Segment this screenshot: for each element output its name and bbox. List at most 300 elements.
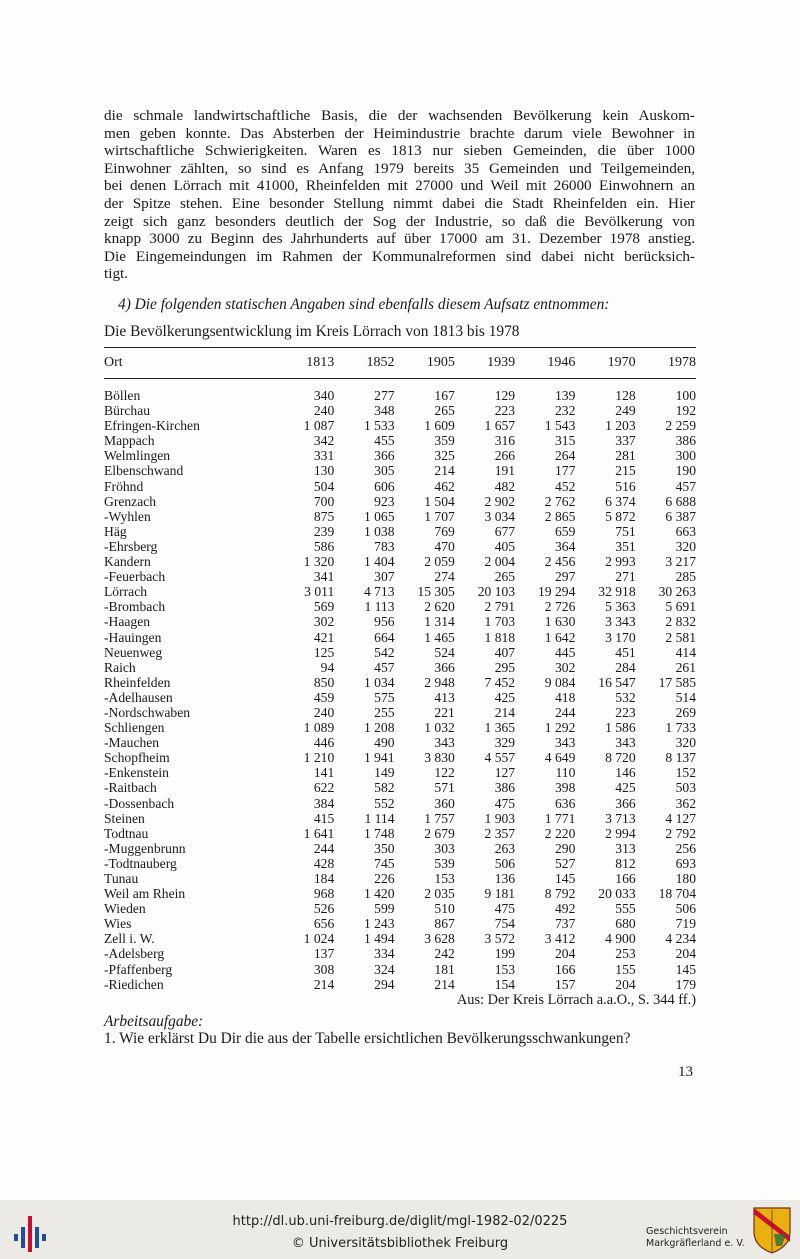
population-cell: 582 [374,780,395,796]
population-cell: 181 [434,961,455,977]
table-row [104,871,696,886]
table-row [104,463,696,478]
population-cell: 180 [675,871,696,886]
population-cell: 850 [313,674,335,690]
population-cell: 700 [313,493,335,509]
population-cell: 320 [675,538,696,554]
population-cell: 1 941 [363,750,395,766]
place-name-cell: Elbenschwand [104,463,184,479]
population-cell: 3 830 [424,750,455,766]
population-cell: 455 [374,433,395,449]
place-name-cell: Bürchau [104,403,151,419]
population-cell: 3 572 [484,931,516,947]
place-name-cell: Wieden [104,901,146,917]
place-name-cell: -Riedichen [104,976,164,992]
population-cell: 100 [675,388,696,403]
population-cell: 155 [615,961,636,977]
population-cell: 510 [434,901,455,917]
place-name-cell: Raich [104,659,136,675]
population-cell: 1 641 [303,825,335,841]
intro-line: knapp 3000 zu Beginn des Jahrhunderts auf über 17000 am 31. Dezember 1978 anstieg. [104,230,695,248]
population-cell: 1 586 [605,720,636,736]
table-row [104,977,696,992]
population-cell: 366 [434,659,455,675]
population-cell: 6 387 [665,508,696,524]
population-cell: 3 628 [424,931,455,947]
place-name-cell: Mappach [104,433,155,449]
population-cell: 1 024 [303,931,335,947]
population-cell: 2 004 [484,554,516,570]
population-cell: 2 762 [544,493,576,509]
population-cell: 316 [494,433,516,449]
population-cell: 215 [615,463,636,479]
population-cell: 3 713 [605,810,636,826]
population-cell: 1 038 [363,523,395,539]
population-cell: 462 [434,478,455,494]
table-row [104,660,696,675]
table-row [104,780,696,795]
population-cell: 223 [494,403,516,419]
population-cell: 2 620 [424,599,455,615]
population-cell: 157 [554,976,576,992]
population-cell: 285 [675,569,696,585]
population-cell: 364 [554,538,576,554]
population-cell: 386 [494,780,516,796]
population-cell: 606 [374,478,395,494]
place-name-cell: -Wyhlen [104,508,151,524]
population-cell: 297 [554,569,576,585]
population-cell: 1 089 [303,720,335,736]
table-row [104,826,696,841]
population-cell: 177 [554,463,576,479]
population-cell: 1 630 [544,614,576,630]
population-cell: 1 113 [364,599,395,615]
population-cell: 636 [554,795,576,811]
population-cell: 4 900 [605,931,636,947]
table-row [104,901,696,916]
population-cell: 425 [494,689,516,705]
population-cell: 812 [615,855,636,871]
population-cell: 214 [434,976,455,992]
table-row [104,494,696,509]
society-line-2: Markgräflerland e. V. [646,1238,745,1249]
population-cell: 482 [494,478,516,494]
population-cell: 3 011 [304,584,335,600]
table-row [104,675,696,690]
population-cell: 867 [434,916,455,932]
population-cell: 269 [675,704,696,720]
population-cell: 418 [554,689,576,705]
population-cell: 1 494 [363,931,395,947]
population-cell: 503 [675,780,696,796]
column-header: 1852 [334,348,394,379]
column-header: 1939 [455,348,515,379]
population-cell: 281 [615,448,636,464]
table-row [104,886,696,901]
population-cell: 1 203 [605,418,636,434]
population-cell: 146 [615,765,636,781]
population-cell: 30 263 [658,584,696,600]
place-name-cell: -Enkenstein [104,765,169,781]
population-table [104,347,696,992]
population-cell: 2 679 [424,825,455,841]
population-cell: 1 210 [303,750,335,766]
population-cell: 141 [313,765,335,781]
place-name-cell: -Dossenbach [104,795,175,811]
population-cell: 337 [615,433,636,449]
population-cell: 294 [374,976,395,992]
population-cell: 2 357 [484,825,516,841]
table-row [104,750,696,765]
population-cell: 4 557 [484,750,516,766]
place-name-cell: Weil am Rhein [104,886,186,902]
population-cell: 2 865 [544,508,576,524]
place-name-cell: Tunau [104,871,139,886]
population-cell: 677 [494,523,516,539]
place-name-cell: -Feuerbach [104,569,166,585]
population-cell: 5 363 [605,599,636,615]
population-cell: 875 [313,508,335,524]
population-cell: 154 [494,976,516,992]
population-cell: 2 994 [605,825,636,841]
population-cell: 256 [675,840,696,856]
source-citation: Aus: Der Kreis Lörrach a.a.O., S. 344 ff.) [456,992,696,1008]
place-name-cell: -Muggenbrunn [104,840,186,856]
task-heading: Arbeitsaufgabe: [104,1013,204,1030]
population-cell: 110 [555,765,576,781]
population-cell: 348 [374,403,395,419]
page-number: 13 [678,1064,693,1080]
task-question: 1. Wie erklärst Du Dir die aus der Tabelle ersichtlichen Bevölkerungsschwankungen? [104,1030,631,1047]
population-cell: 139 [554,388,576,403]
population-cell: 308 [313,961,335,977]
population-cell: 452 [554,478,576,494]
population-cell: 1 320 [303,554,335,570]
population-cell: 290 [554,840,576,856]
population-cell: 199 [494,946,516,962]
intro-line: zeigt sich ganz besonders deutlich der Sog der Industrie, so daß die Bevölkerung von [104,212,695,230]
column-header: 1813 [274,348,334,379]
population-cell: 659 [554,523,576,539]
population-cell: 204 [615,976,636,992]
population-cell: 737 [554,916,576,932]
place-name-cell: Fröhnd [104,478,144,494]
population-cell: 3 412 [544,931,576,947]
population-cell: 1 533 [363,418,395,434]
population-cell: 7 452 [484,674,516,690]
place-name-cell: Kandern [104,554,151,570]
population-cell: 504 [313,478,335,494]
population-cell: 145 [554,871,576,886]
population-cell: 923 [374,493,395,509]
population-cell: 130 [313,463,335,479]
population-cell: 232 [554,403,576,419]
population-cell: 305 [374,463,395,479]
place-name-cell: -Haagen [104,614,151,630]
population-cell: 300 [675,448,696,464]
place-name-cell: Schliengen [104,720,165,736]
population-cell: 152 [675,765,696,781]
population-cell: 413 [434,689,455,705]
population-cell: 190 [675,463,696,479]
population-cell: 149 [374,765,395,781]
table-row [104,720,696,735]
population-cell: 350 [374,840,395,856]
population-cell: 8 137 [665,750,696,766]
population-cell: 599 [374,901,395,917]
population-cell: 527 [554,855,576,871]
population-cell: 1 034 [363,674,395,690]
population-cell: 179 [675,976,696,992]
population-cell: 664 [374,629,395,645]
population-cell: 340 [313,388,335,403]
table-row [104,931,696,946]
table-row [104,403,696,418]
population-cell: 302 [313,614,335,630]
population-cell: 516 [615,478,636,494]
table-row [104,509,696,524]
table-row [104,811,696,826]
population-cell: 421 [313,629,335,645]
population-cell: 1 292 [544,720,576,736]
table-row [104,841,696,856]
place-name-cell: Todtnau [104,825,149,841]
population-cell: 663 [675,523,696,539]
table-row [104,418,696,433]
population-cell: 1 114 [364,810,395,826]
population-cell: 153 [434,871,455,886]
population-cell: 1 404 [363,554,395,570]
table-row [104,916,696,931]
population-cell: 145 [675,961,696,977]
table-body [104,379,696,992]
population-cell: 313 [615,840,636,856]
table-row [104,554,696,569]
population-cell: 18 704 [658,886,696,902]
intro-line: die schmale landwirtschaftliche Basis, die der wachsenden Bevölkerung kein Auskom- [104,107,695,124]
population-cell: 524 [434,644,455,660]
intro-line: Die Eingemeindungen im Rahmen der Kommunalreformen sind dabei nicht berücksich- [104,247,695,265]
population-cell: 539 [434,855,455,871]
population-cell: 4 234 [665,931,696,947]
place-name-cell: Neuenweg [104,644,163,660]
population-cell: 569 [313,599,335,615]
place-name-cell: -Adelsberg [104,946,165,962]
population-cell: 266 [494,448,516,464]
population-cell: 3 217 [665,554,696,570]
population-cell: 204 [675,946,696,962]
table-row [104,584,696,599]
population-cell: 303 [434,840,455,856]
population-cell: 405 [494,538,516,554]
population-cell: 555 [615,901,636,917]
population-cell: 302 [554,659,576,675]
population-cell: 1 903 [484,810,516,826]
population-cell: 19 294 [537,584,576,600]
table-row [104,630,696,645]
population-cell: 9 084 [544,674,576,690]
population-cell: 586 [313,538,335,554]
table-row [104,524,696,539]
population-cell: 1 465 [424,629,455,645]
population-cell: 265 [434,403,455,419]
population-cell: 2 259 [665,418,696,434]
population-cell: 136 [494,871,516,886]
place-name-cell: Steinen [104,810,145,826]
population-cell: 526 [313,901,335,917]
population-cell: 359 [434,433,455,449]
table-row [104,962,696,977]
population-cell: 166 [554,961,576,977]
population-cell: 244 [313,840,335,856]
population-cell: 571 [434,780,455,796]
permalink-url[interactable]: http://dl.ub.uni-freiburg.de/diglit/mgl-1982-02/0225 [232,1214,568,1229]
population-cell: 184 [313,871,335,886]
intro-line: der Spitze stehen. Eine besonder Stellung nimmt dabei die Stadt Rheinfelden ein. Hier [104,194,695,212]
population-cell: 751 [615,523,636,539]
population-cell: 244 [554,704,576,720]
place-name-cell: -Brombach [104,599,166,615]
population-cell: 261 [675,659,696,675]
column-header: 1905 [395,348,455,379]
population-cell: 3 170 [605,629,636,645]
population-cell: 745 [374,855,395,871]
population-cell: 366 [615,795,636,811]
table-row [104,735,696,750]
viewer-footer [0,1200,800,1259]
population-cell: 2 832 [665,614,696,630]
population-cell: 249 [615,403,636,419]
population-cell: 2 993 [605,554,636,570]
population-cell: 425 [615,780,636,796]
population-cell: 1 748 [363,825,395,841]
population-cell: 137 [313,946,335,962]
population-cell: 239 [313,523,335,539]
population-cell: 2 792 [665,825,696,841]
population-cell: 783 [374,538,395,554]
population-cell: 325 [434,448,455,464]
footnote-remark: 4) Die folgenden statischen Angaben sind ebenfalls diesem Aufsatz entnommen: [118,296,610,313]
place-name-cell: -Pfaffenberg [104,961,173,977]
population-cell: 719 [675,916,696,932]
population-cell: 656 [313,916,335,932]
intro-line: men geben konnte. Das Absterben der Heimindustrie brachte darum viele Bewohner in [104,124,695,142]
place-name-cell: Häg [104,523,127,539]
population-cell: 968 [313,886,335,902]
population-cell: 2 035 [424,886,455,902]
population-cell: 263 [494,840,516,856]
population-cell: 459 [313,689,335,705]
population-cell: 15 305 [417,584,455,600]
table-row [104,690,696,705]
table-caption: Die Bevölkerungsentwicklung im Kreis Lörrach von 1813 bis 1978 [104,323,520,340]
table-header-row [104,348,696,379]
population-cell: 384 [313,795,335,811]
population-cell: 264 [554,448,576,464]
society-line-1: Geschichtsverein [646,1226,728,1237]
population-cell: 575 [374,689,395,705]
society-name [646,1226,745,1250]
population-cell: 552 [374,795,395,811]
population-cell: 295 [494,659,516,675]
population-cell: 253 [615,946,636,962]
population-cell: 956 [374,614,395,630]
population-cell: 4 713 [363,584,395,600]
population-cell: 445 [554,644,576,660]
population-cell: 17 585 [658,674,696,690]
population-cell: 343 [615,735,636,751]
table-row [104,645,696,660]
population-cell: 1 657 [484,418,516,434]
population-cell: 242 [434,946,455,962]
table-row [104,379,696,404]
population-cell: 315 [554,433,576,449]
population-cell: 343 [554,735,576,751]
population-cell: 6 374 [605,493,636,509]
intro-line: bei denen Lörrach mit 41000, Rheinfelden mit 27000 und Weil mit 26000 Einwohnern an [104,177,695,195]
population-cell: 277 [374,388,395,403]
population-cell: 532 [615,689,636,705]
table-row [104,856,696,871]
place-name-cell: -Todtnauberg [104,855,177,871]
intro-text [104,107,695,283]
population-cell: 1 420 [363,886,395,902]
population-cell: 457 [374,659,395,675]
population-cell: 4 649 [544,750,576,766]
population-cell: 271 [615,569,636,585]
population-cell: 240 [313,704,335,720]
population-cell: 331 [313,448,335,464]
place-name-cell: -Adelhausen [104,689,173,705]
population-cell: 2 791 [484,599,516,615]
population-cell: 1 243 [363,916,395,932]
population-cell: 428 [313,855,335,871]
population-cell: 32 918 [598,584,636,600]
population-cell: 2 726 [544,599,576,615]
population-cell: 122 [434,765,455,781]
table-row [104,765,696,780]
population-cell: 1 065 [363,508,395,524]
population-cell: 127 [494,765,516,781]
place-name-cell: Lörrach [104,584,148,600]
population-cell: 457 [675,478,696,494]
population-cell: 8 792 [544,886,576,902]
population-cell: 366 [374,448,395,464]
population-cell: 274 [434,569,455,585]
population-cell: 362 [675,795,696,811]
population-cell: 307 [374,569,395,585]
intro-line: wirtschaftliche Schwierigkeiten. Waren es 1813 nur sieben Gemeinden, die über 1000 [104,142,695,160]
population-cell: 240 [313,403,335,419]
place-name-cell: Zell i. W. [104,931,155,947]
population-cell: 226 [374,871,395,886]
population-cell: 1 818 [484,629,516,645]
place-name-cell: Efringen-Kirchen [104,418,200,434]
table-row [104,448,696,463]
place-name-cell: Böllen [104,388,141,403]
population-cell: 334 [374,946,395,962]
population-cell: 1 757 [424,810,455,826]
column-header: 1946 [515,348,575,379]
population-cell: 506 [494,855,516,871]
population-cell: 255 [374,704,395,720]
population-cell: 1 609 [424,418,455,434]
population-cell: 3 343 [605,614,636,630]
copyright-notice: © Universitätsbibliothek Freiburg [291,1236,509,1251]
table-row [104,796,696,811]
population-cell: 693 [675,855,696,871]
population-cell: 680 [615,916,636,932]
